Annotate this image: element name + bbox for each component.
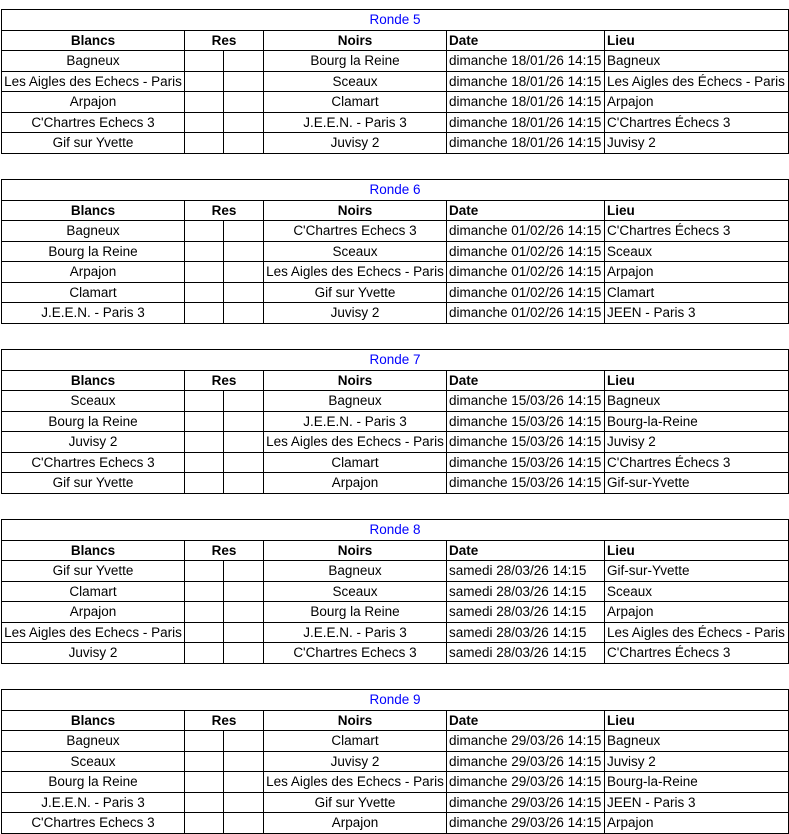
blancs-cell: Bagneux: [2, 731, 185, 752]
blancs-cell: Bourg la Reine: [2, 411, 185, 432]
ronde-block: [1, 519, 788, 664]
res-cell-right: [224, 221, 264, 242]
res-cell-left: [185, 112, 224, 133]
blancs-cell: Gif sur Yvette: [2, 473, 185, 494]
header-res: Res: [185, 370, 264, 391]
header-blancs: Blancs: [2, 30, 185, 51]
blancs-cell: Juvisy 2: [2, 432, 185, 453]
res-cell-right: [224, 262, 264, 283]
res-cell-left: [185, 411, 224, 432]
header-row: [2, 710, 789, 731]
noirs-cell: Les Aigles des Echecs - Paris: [264, 262, 447, 283]
blancs-cell: C'Chartres Echecs 3: [2, 112, 185, 133]
date-cell: samedi 28/03/26 14:15: [447, 581, 605, 602]
header-lieu: Lieu: [605, 30, 789, 51]
header-res: Res: [185, 200, 264, 221]
header-date: Date: [447, 200, 605, 221]
header-noirs: Noirs: [264, 540, 447, 561]
match-row: [2, 813, 789, 834]
lieu-cell: Bourg-la-Reine: [605, 772, 789, 793]
res-cell-right: [224, 452, 264, 473]
noirs-cell: Bagneux: [264, 561, 447, 582]
ronde-table: [1, 349, 789, 494]
ronde-title: Ronde 9: [2, 690, 789, 711]
ronde-table: [1, 179, 789, 324]
match-row: [2, 772, 789, 793]
date-cell: dimanche 01/02/26 14:15: [447, 303, 605, 324]
noirs-cell: C'Chartres Echecs 3: [264, 643, 447, 664]
noirs-cell: J.E.E.N. - Paris 3: [264, 112, 447, 133]
blancs-cell: Clamart: [2, 282, 185, 303]
noirs-cell: J.E.E.N. - Paris 3: [264, 622, 447, 643]
res-cell-right: [224, 813, 264, 834]
date-cell: samedi 28/03/26 14:15: [447, 561, 605, 582]
res-cell-right: [224, 391, 264, 412]
res-cell-right: [224, 51, 264, 72]
ronde-title-row: [2, 10, 789, 31]
match-row: [2, 133, 789, 154]
date-cell: dimanche 29/03/26 14:15: [447, 751, 605, 772]
lieu-cell: Les Aigles des Échecs - Paris: [605, 622, 789, 643]
date-cell: dimanche 15/03/26 14:15: [447, 473, 605, 494]
date-cell: dimanche 01/02/26 14:15: [447, 221, 605, 242]
noirs-cell: Les Aigles des Echecs - Paris: [264, 432, 447, 453]
header-date: Date: [447, 710, 605, 731]
lieu-cell: Juvisy 2: [605, 432, 789, 453]
date-cell: dimanche 01/02/26 14:15: [447, 262, 605, 283]
ronde-title: Ronde 5: [2, 10, 789, 31]
date-cell: dimanche 01/02/26 14:15: [447, 241, 605, 262]
blancs-cell: Clamart: [2, 581, 185, 602]
match-row: [2, 751, 789, 772]
res-cell-right: [224, 473, 264, 494]
res-cell-left: [185, 602, 224, 623]
lieu-cell: Sceaux: [605, 241, 789, 262]
ronde-block: [1, 179, 788, 324]
date-cell: dimanche 15/03/26 14:15: [447, 411, 605, 432]
res-cell-right: [224, 112, 264, 133]
header-row: [2, 370, 789, 391]
res-cell-right: [224, 792, 264, 813]
match-row: [2, 622, 789, 643]
header-lieu: Lieu: [605, 540, 789, 561]
blancs-cell: Gif sur Yvette: [2, 133, 185, 154]
header-lieu: Lieu: [605, 200, 789, 221]
header-noirs: Noirs: [264, 710, 447, 731]
match-row: [2, 92, 789, 113]
lieu-cell: Juvisy 2: [605, 751, 789, 772]
date-cell: samedi 28/03/26 14:15: [447, 602, 605, 623]
lieu-cell: Bagneux: [605, 51, 789, 72]
header-blancs: Blancs: [2, 710, 185, 731]
res-cell-left: [185, 262, 224, 283]
blancs-cell: J.E.E.N. - Paris 3: [2, 792, 185, 813]
res-cell-left: [185, 282, 224, 303]
ronde-title-row: [2, 690, 789, 711]
header-res: Res: [185, 30, 264, 51]
date-cell: samedi 28/03/26 14:15: [447, 622, 605, 643]
res-cell-right: [224, 92, 264, 113]
res-cell-left: [185, 731, 224, 752]
match-row: [2, 241, 789, 262]
header-row: [2, 30, 789, 51]
date-cell: dimanche 18/01/26 14:15: [447, 51, 605, 72]
res-cell-right: [224, 71, 264, 92]
match-row: [2, 731, 789, 752]
date-cell: dimanche 29/03/26 14:15: [447, 813, 605, 834]
match-row: [2, 411, 789, 432]
blancs-cell: C'Chartres Echecs 3: [2, 452, 185, 473]
date-cell: dimanche 18/01/26 14:15: [447, 112, 605, 133]
res-cell-left: [185, 581, 224, 602]
ronde-block: [1, 349, 788, 494]
match-row: [2, 643, 789, 664]
header-noirs: Noirs: [264, 370, 447, 391]
lieu-cell: Gif-sur-Yvette: [605, 561, 789, 582]
blancs-cell: Arpajon: [2, 602, 185, 623]
res-cell-left: [185, 643, 224, 664]
match-row: [2, 581, 789, 602]
date-cell: dimanche 29/03/26 14:15: [447, 731, 605, 752]
blancs-cell: Sceaux: [2, 391, 185, 412]
date-cell: dimanche 15/03/26 14:15: [447, 452, 605, 473]
match-row: [2, 473, 789, 494]
res-cell-left: [185, 452, 224, 473]
noirs-cell: Gif sur Yvette: [264, 282, 447, 303]
noirs-cell: Bourg la Reine: [264, 602, 447, 623]
noirs-cell: Sceaux: [264, 241, 447, 262]
res-cell-right: [224, 303, 264, 324]
ronde-title: Ronde 6: [2, 180, 789, 201]
blancs-cell: C'Chartres Echecs 3: [2, 813, 185, 834]
lieu-cell: C'Chartres Échecs 3: [605, 643, 789, 664]
header-date: Date: [447, 30, 605, 51]
blancs-cell: Bagneux: [2, 221, 185, 242]
res-cell-right: [224, 432, 264, 453]
lieu-cell: Gif-sur-Yvette: [605, 473, 789, 494]
ronde-title: Ronde 7: [2, 350, 789, 371]
res-cell-right: [224, 561, 264, 582]
res-cell-right: [224, 731, 264, 752]
res-cell-left: [185, 813, 224, 834]
noirs-cell: C'Chartres Echecs 3: [264, 221, 447, 242]
noirs-cell: Clamart: [264, 92, 447, 113]
noirs-cell: Sceaux: [264, 71, 447, 92]
noirs-cell: Clamart: [264, 731, 447, 752]
res-cell-right: [224, 643, 264, 664]
blancs-cell: Juvisy 2: [2, 643, 185, 664]
lieu-cell: Les Aigles des Échecs - Paris: [605, 71, 789, 92]
ronde-table: [1, 9, 789, 154]
lieu-cell: C'Chartres Échecs 3: [605, 221, 789, 242]
blancs-cell: Bagneux: [2, 51, 185, 72]
match-row: [2, 452, 789, 473]
date-cell: dimanche 29/03/26 14:15: [447, 792, 605, 813]
date-cell: dimanche 18/01/26 14:15: [447, 92, 605, 113]
header-noirs: Noirs: [264, 30, 447, 51]
res-cell-left: [185, 432, 224, 453]
noirs-cell: Bagneux: [264, 391, 447, 412]
blancs-cell: Bourg la Reine: [2, 241, 185, 262]
noirs-cell: J.E.E.N. - Paris 3: [264, 411, 447, 432]
blancs-cell: Bourg la Reine: [2, 772, 185, 793]
res-cell-left: [185, 221, 224, 242]
res-cell-left: [185, 303, 224, 324]
ronde-title: Ronde 8: [2, 520, 789, 541]
lieu-cell: JEEN - Paris 3: [605, 792, 789, 813]
header-lieu: Lieu: [605, 370, 789, 391]
res-cell-left: [185, 391, 224, 412]
ronde-title-row: [2, 350, 789, 371]
match-row: [2, 221, 789, 242]
res-cell-right: [224, 411, 264, 432]
lieu-cell: C'Chartres Échecs 3: [605, 112, 789, 133]
header-date: Date: [447, 540, 605, 561]
header-lieu: Lieu: [605, 710, 789, 731]
blancs-cell: Gif sur Yvette: [2, 561, 185, 582]
header-blancs: Blancs: [2, 540, 185, 561]
blancs-cell: J.E.E.N. - Paris 3: [2, 303, 185, 324]
date-cell: dimanche 15/03/26 14:15: [447, 432, 605, 453]
lieu-cell: Clamart: [605, 282, 789, 303]
match-row: [2, 282, 789, 303]
noirs-cell: Arpajon: [264, 813, 447, 834]
header-row: [2, 540, 789, 561]
res-cell-right: [224, 622, 264, 643]
res-cell-left: [185, 241, 224, 262]
res-cell-left: [185, 51, 224, 72]
ronde-title-row: [2, 180, 789, 201]
lieu-cell: Bagneux: [605, 731, 789, 752]
res-cell-right: [224, 581, 264, 602]
noirs-cell: Gif sur Yvette: [264, 792, 447, 813]
header-date: Date: [447, 370, 605, 391]
match-row: [2, 561, 789, 582]
ronde-block: [1, 9, 788, 154]
lieu-cell: Arpajon: [605, 92, 789, 113]
lieu-cell: Juvisy 2: [605, 133, 789, 154]
res-cell-left: [185, 133, 224, 154]
res-cell-left: [185, 772, 224, 793]
noirs-cell: Arpajon: [264, 473, 447, 494]
header-noirs: Noirs: [264, 200, 447, 221]
date-cell: dimanche 01/02/26 14:15: [447, 282, 605, 303]
ronde-table: [1, 689, 789, 834]
res-cell-right: [224, 602, 264, 623]
header-blancs: Blancs: [2, 200, 185, 221]
res-cell-right: [224, 241, 264, 262]
date-cell: samedi 28/03/26 14:15: [447, 643, 605, 664]
match-row: [2, 71, 789, 92]
blancs-cell: Arpajon: [2, 92, 185, 113]
date-cell: dimanche 15/03/26 14:15: [447, 391, 605, 412]
noirs-cell: Bourg la Reine: [264, 51, 447, 72]
noirs-cell: Juvisy 2: [264, 303, 447, 324]
match-row: [2, 432, 789, 453]
header-res: Res: [185, 540, 264, 561]
res-cell-left: [185, 792, 224, 813]
blancs-cell: Les Aigles des Echecs - Paris: [2, 71, 185, 92]
lieu-cell: Sceaux: [605, 581, 789, 602]
lieu-cell: Arpajon: [605, 602, 789, 623]
match-row: [2, 792, 789, 813]
noirs-cell: Les Aigles des Echecs - Paris: [264, 772, 447, 793]
lieu-cell: C'Chartres Échecs 3: [605, 452, 789, 473]
match-row: [2, 262, 789, 283]
res-cell-left: [185, 751, 224, 772]
match-row: [2, 391, 789, 412]
lieu-cell: JEEN - Paris 3: [605, 303, 789, 324]
match-row: [2, 112, 789, 133]
res-cell-right: [224, 772, 264, 793]
match-row: [2, 602, 789, 623]
lieu-cell: Bagneux: [605, 391, 789, 412]
noirs-cell: Juvisy 2: [264, 133, 447, 154]
res-cell-left: [185, 561, 224, 582]
noirs-cell: Sceaux: [264, 581, 447, 602]
res-cell-left: [185, 71, 224, 92]
lieu-cell: Arpajon: [605, 813, 789, 834]
ronde-table: [1, 519, 789, 664]
date-cell: dimanche 29/03/26 14:15: [447, 772, 605, 793]
res-cell-right: [224, 751, 264, 772]
date-cell: dimanche 18/01/26 14:15: [447, 71, 605, 92]
res-cell-left: [185, 92, 224, 113]
match-row: [2, 51, 789, 72]
lieu-cell: Bourg-la-Reine: [605, 411, 789, 432]
ronde-title-row: [2, 520, 789, 541]
blancs-cell: Sceaux: [2, 751, 185, 772]
header-blancs: Blancs: [2, 370, 185, 391]
noirs-cell: Juvisy 2: [264, 751, 447, 772]
header-res: Res: [185, 710, 264, 731]
match-row: [2, 303, 789, 324]
noirs-cell: Clamart: [264, 452, 447, 473]
blancs-cell: Arpajon: [2, 262, 185, 283]
blancs-cell: Les Aigles des Echecs - Paris: [2, 622, 185, 643]
res-cell-left: [185, 473, 224, 494]
date-cell: dimanche 18/01/26 14:15: [447, 133, 605, 154]
lieu-cell: Arpajon: [605, 262, 789, 283]
header-row: [2, 200, 789, 221]
res-cell-right: [224, 133, 264, 154]
res-cell-right: [224, 282, 264, 303]
ronde-block: [1, 689, 788, 834]
res-cell-left: [185, 622, 224, 643]
